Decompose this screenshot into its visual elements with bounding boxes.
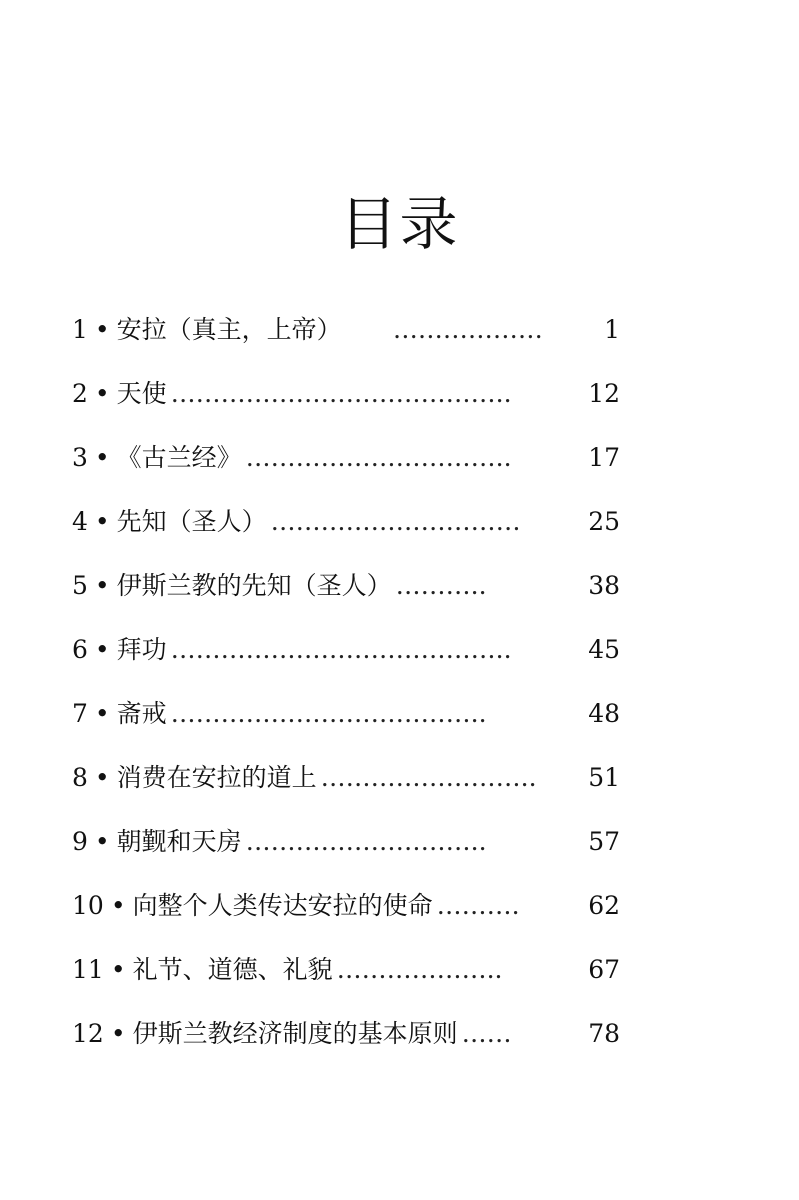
toc-entry-bullet: • <box>94 379 110 408</box>
toc-entry-title: 安拉（真主，上帝） <box>116 315 342 344</box>
page-title: 目录 <box>339 189 460 258</box>
toc-entry-leader: ……………………….. <box>245 827 487 856</box>
toc-entry-title: 朝觐和天房 <box>116 827 242 856</box>
toc-entry-page: 62 <box>588 891 620 920</box>
toc-entry-title: 礼节、道德、礼貌 <box>132 955 333 984</box>
toc-entry-leader: …… <box>461 1019 512 1048</box>
toc-entry-title: 伊斯兰教的先知（圣人） <box>116 571 392 600</box>
toc-entry-number: 11 <box>72 955 104 984</box>
toc-entry-number: 6 <box>72 635 88 664</box>
toc-entry-title: 天使 <box>116 379 167 408</box>
toc-entry-leader: …………………….. <box>320 763 537 792</box>
toc-entry[interactable] <box>72 945 620 1009</box>
toc-entry-page: 45 <box>588 635 620 664</box>
toc-entry-bullet: • <box>110 1019 126 1048</box>
toc-entry-page: 38 <box>588 571 620 600</box>
toc-entry-leader: ………………………… <box>270 507 521 536</box>
toc-entry[interactable] <box>72 753 620 817</box>
toc-entry-number: 1 <box>72 315 88 344</box>
toc-entry-leader: ……………….. <box>336 955 503 984</box>
toc-entry[interactable] <box>72 369 620 433</box>
toc-entry-number: 3 <box>72 443 88 472</box>
toc-entry-number: 8 <box>72 763 88 792</box>
toc-entry-bullet: • <box>94 443 110 472</box>
toc-entry-title: 拜功 <box>116 635 167 664</box>
toc-entry-bullet: • <box>94 827 110 856</box>
toc-entry-title: 斋戒 <box>116 699 167 728</box>
toc-entry-page: 25 <box>588 507 620 536</box>
toc-entry-leader: ………………………….. <box>245 443 512 472</box>
toc-entry-bullet: • <box>94 699 110 728</box>
toc-entry-page: 78 <box>588 1019 620 1048</box>
toc-entry[interactable] <box>72 625 620 689</box>
toc-entry[interactable] <box>72 817 620 881</box>
toc-entry-page: 51 <box>588 763 620 792</box>
toc-entry-page: 1 <box>604 315 620 344</box>
toc-entry-number: 7 <box>72 699 88 728</box>
toc-entry-bullet: • <box>94 635 110 664</box>
toc-entry-leader: ………………………………….. <box>170 379 512 408</box>
toc-entry-number: 2 <box>72 379 88 408</box>
toc-entry-number: 9 <box>72 827 88 856</box>
toc-entry-bullet: • <box>110 955 126 984</box>
table-of-contents <box>72 305 620 1073</box>
toc-entry-number: 5 <box>72 571 88 600</box>
toc-entry-number: 12 <box>72 1019 104 1048</box>
toc-entry-page: 57 <box>588 827 620 856</box>
toc-entry-title: 《古兰经》 <box>116 443 242 472</box>
toc-entry-number: 4 <box>72 507 88 536</box>
toc-entry-bullet: • <box>94 507 110 536</box>
toc-entry[interactable] <box>72 1009 620 1073</box>
toc-entry-bullet: • <box>94 763 110 792</box>
toc-entry-page: 67 <box>588 955 620 984</box>
toc-entry-leader: ……….. <box>395 571 487 600</box>
toc-entry-leader: ……………………………….. <box>170 699 487 728</box>
toc-entry-page: 17 <box>588 443 620 472</box>
toc-entry-title: 先知（圣人） <box>116 507 267 536</box>
toc-entry[interactable] <box>72 689 620 753</box>
toc-entry[interactable] <box>72 305 620 369</box>
toc-entry-leader: ………………………………….. <box>170 635 512 664</box>
toc-entry-leader: ……………… <box>392 315 543 344</box>
toc-entry[interactable] <box>72 433 620 497</box>
toc-entry-leader: ………. <box>436 891 520 920</box>
toc-entry[interactable] <box>72 497 620 561</box>
toc-entry-bullet: • <box>94 571 110 600</box>
toc-entry[interactable] <box>72 561 620 625</box>
toc-entry-title: 伊斯兰教经济制度的基本原则 <box>132 1019 458 1048</box>
toc-entry-title: 向整个人类传达安拉的使命 <box>132 891 433 920</box>
toc-entry-page: 12 <box>588 379 620 408</box>
toc-entry-page: 48 <box>588 699 620 728</box>
toc-entry[interactable] <box>72 881 620 945</box>
toc-entry-bullet: • <box>94 315 110 344</box>
toc-entry-title: 消费在安拉的道上 <box>116 763 317 792</box>
toc-entry-number: 10 <box>72 891 104 920</box>
toc-entry-bullet: • <box>110 891 126 920</box>
